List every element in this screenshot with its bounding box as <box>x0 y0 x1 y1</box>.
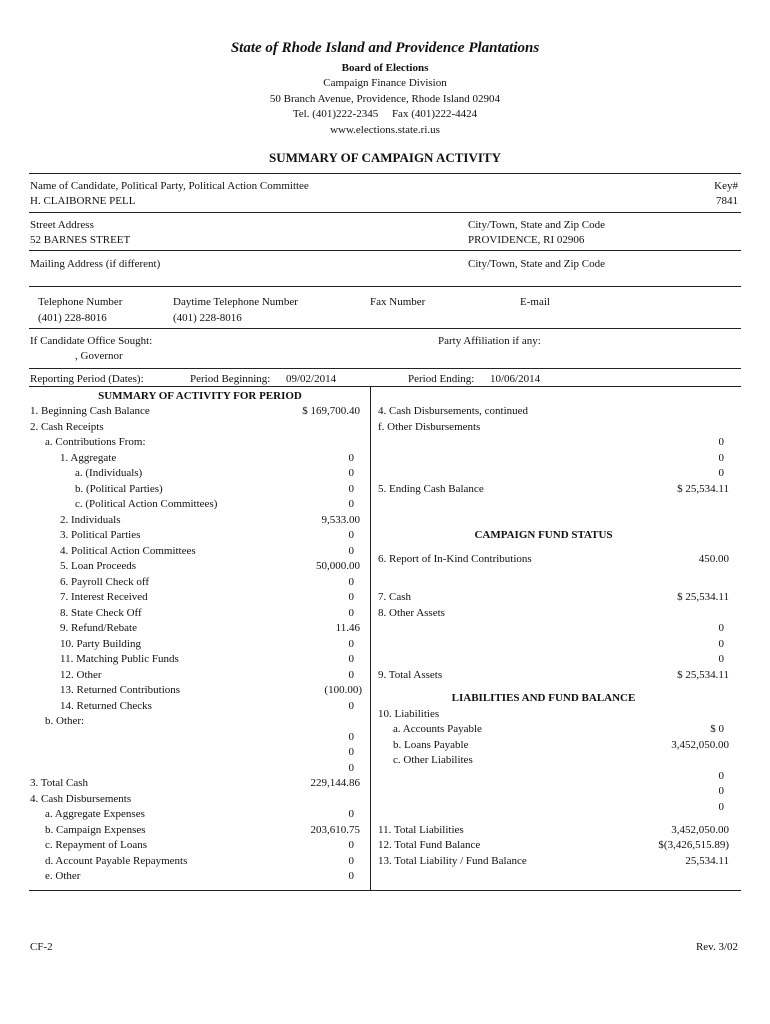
form-title: SUMMARY OF CAMPAIGN ACTIVITY <box>269 150 501 165</box>
cash-value: $ 25,534.11 <box>677 591 729 603</box>
divider <box>29 890 741 891</box>
period-beginning-label: Period Beginning: <box>190 373 271 385</box>
other-value: 0 <box>348 731 354 743</box>
column-divider <box>370 386 371 891</box>
row-value: 0 <box>348 545 354 557</box>
divider <box>29 173 741 174</box>
row-label: 1. Aggregate <box>60 452 117 464</box>
street-value: 52 BARNES STREET <box>30 234 131 246</box>
reporting-period-label: Reporting Period (Dates): <box>30 373 144 385</box>
total-liability-fund-label: 13. Total Liability / Fund Balance <box>378 855 527 867</box>
divider <box>29 286 741 287</box>
row-label: 7. Interest Received <box>60 591 148 603</box>
other-assets-value: 0 <box>718 622 724 634</box>
liabilities-label: 10. Liabilities <box>378 708 440 720</box>
revision: Rev. 3/02 <box>695 941 738 953</box>
liabilities-title: LIABILITIES AND FUND BALANCE <box>451 692 636 704</box>
row-value: 0 <box>348 576 354 588</box>
cash-label: 7. Cash <box>378 591 411 603</box>
row-label: 4. Cash Disbursements <box>30 793 132 805</box>
other-liabilities-value: 0 <box>718 785 724 797</box>
row-label: b. (Political Parties) <box>75 483 163 495</box>
row-label: b. Campaign Expenses <box>45 824 146 836</box>
total-assets-label: 9. Total Assets <box>378 669 443 681</box>
summary-section-title: SUMMARY OF ACTIVITY FOR PERIOD <box>98 390 302 402</box>
row-label: a. Contributions From: <box>45 436 146 448</box>
row-value: (100.00) <box>324 684 362 696</box>
row-value: 0 <box>348 452 354 464</box>
row-value: 203,610.75 <box>310 824 360 836</box>
telephone-value: (401) 228-8016 <box>38 312 107 324</box>
total-liabilities-label: 11. Total Liabilities <box>378 824 464 836</box>
total-cash-value: 229,144.86 <box>310 777 360 789</box>
period-beginning-value: 09/02/2014 <box>286 373 337 385</box>
mailing-city-label: City/Town, State and Zip Code <box>468 258 606 270</box>
row-value: 0 <box>348 498 354 510</box>
row-value: 0 <box>348 529 354 541</box>
daytime-telephone-label: Daytime Telephone Number <box>173 296 298 308</box>
loans-payable-value: 3,452,050.00 <box>671 739 729 751</box>
board-name: Board of Elections <box>341 62 429 74</box>
website: www.elections.state.ri.us <box>330 124 440 136</box>
row-label: 4. Political Action Committees <box>60 545 196 557</box>
row-label: 2. Individuals <box>60 514 121 526</box>
row-label: a. (Individuals) <box>75 467 143 479</box>
inkind-value: 450.00 <box>698 553 729 565</box>
row-value: 0 <box>348 808 354 820</box>
row-label: 6. Payroll Check off <box>60 576 150 588</box>
row-label: 8. State Check Off <box>60 607 142 619</box>
total-fund-balance-label: 12. Total Fund Balance <box>378 839 481 851</box>
office-sought-value: , Governor <box>75 350 123 362</box>
row-value: 0 <box>348 653 354 665</box>
other-disbursements-value: 0 <box>718 467 724 479</box>
row-label: d. Account Payable Repayments <box>45 855 188 867</box>
fund-status-title: CAMPAIGN FUND STATUS <box>474 529 613 541</box>
disbursements-continued-label: 4. Cash Disbursements, continued <box>378 405 529 417</box>
telephone-label: Telephone Number <box>38 296 123 308</box>
total-liabilities-value: 3,452,050.00 <box>671 824 729 836</box>
ending-cash-label: 5. Ending Cash Balance <box>378 483 484 495</box>
row-value: 50,000.00 <box>316 560 360 572</box>
row-value: 9,533.00 <box>321 514 360 526</box>
office-phone: Tel. (401)222-2345 Fax (401)222-4424 <box>292 108 478 120</box>
row-label: 5. Loan Proceeds <box>60 560 137 572</box>
row-label: 10. Party Building <box>60 638 141 650</box>
ending-cash-value: $ 25,534.11 <box>677 483 729 495</box>
row-label: 9. Refund/Rebate <box>60 622 137 634</box>
row-label: 13. Returned Contributions <box>60 684 181 696</box>
period-ending-value: 10/06/2014 <box>490 373 541 385</box>
row-value: 0 <box>348 607 354 619</box>
row-value: 0 <box>348 467 354 479</box>
row-value: 0 <box>348 483 354 495</box>
other-disbursements-label: f. Other Disbursements <box>378 421 481 433</box>
inkind-label: 6. Report of In-Kind Contributions <box>378 553 532 565</box>
other-disbursements-value: 0 <box>718 436 724 448</box>
total-cash-label: 3. Total Cash <box>30 777 88 789</box>
row-value: 0 <box>348 591 354 603</box>
key-value: 7841 <box>716 195 738 207</box>
office-sought-label: If Candidate Office Sought: <box>30 335 153 347</box>
total-liability-fund-value: 25,534.11 <box>685 855 729 867</box>
candidate-name: H. CLAIBORNE PELL <box>30 195 136 207</box>
row-label: 12. Other <box>60 669 102 681</box>
row-label: a. Aggregate Expenses <box>45 808 145 820</box>
divider <box>29 368 741 369</box>
other-value: 0 <box>348 746 354 758</box>
accounts-payable-value: $ 0 <box>710 723 724 735</box>
row-value: 0 <box>348 855 354 867</box>
other-assets-value: 0 <box>718 653 724 665</box>
other-liabilities-value: 0 <box>718 770 724 782</box>
other-liabilities-label: c. Other Liabilites <box>393 754 473 766</box>
row-value: 0 <box>348 870 354 882</box>
daytime-telephone-value: (401) 228-8016 <box>173 312 242 324</box>
mailing-label: Mailing Address (if different) <box>30 258 161 270</box>
state-title: State of Rhode Island and Providence Plantations <box>230 40 540 56</box>
divider <box>29 212 741 213</box>
party-affiliation-label: Party Affiliation if any: <box>438 335 541 347</box>
row-value: 0 <box>348 839 354 851</box>
row-value: 0 <box>348 669 354 681</box>
other-assets-label: 8. Other Assets <box>378 607 445 619</box>
row-label: c. Repayment of Loans <box>45 839 148 851</box>
row-label: b. Other: <box>45 715 85 727</box>
city-label: City/Town, State and Zip Code <box>468 219 606 231</box>
loans-payable-label: b. Loans Payable <box>393 739 469 751</box>
row-value: 0 <box>348 638 354 650</box>
other-value: 0 <box>348 762 354 774</box>
divider <box>29 386 741 387</box>
total-fund-balance-value: $(3,426,515.89) <box>658 839 729 851</box>
row-label: 2. Cash Receipts <box>30 421 104 433</box>
email-label: E-mail <box>520 296 550 308</box>
street-label: Street Address <box>30 219 94 231</box>
row-label: c. (Political Action Committees) <box>75 498 218 510</box>
row-label: e. Other <box>45 870 81 882</box>
row-value: 11.46 <box>335 622 360 634</box>
divider <box>29 328 741 329</box>
row-label: 1. Beginning Cash Balance <box>30 405 150 417</box>
divider <box>29 250 741 251</box>
row-label: 3. Political Parties <box>60 529 141 541</box>
accounts-payable-label: a. Accounts Payable <box>393 723 482 735</box>
other-liabilities-value: 0 <box>718 801 724 813</box>
division-name: Campaign Finance Division <box>323 77 447 89</box>
name-label: Name of Candidate, Political Party, Political Action Committee <box>30 180 309 192</box>
row-value: 0 <box>348 700 354 712</box>
period-ending-label: Period Ending: <box>408 373 475 385</box>
office-address: 50 Branch Avenue, Providence, Rhode Island 02904 <box>269 93 501 105</box>
city-value: PROVIDENCE, RI 02906 <box>468 234 585 246</box>
other-assets-value: 0 <box>718 638 724 650</box>
other-disbursements-value: 0 <box>718 452 724 464</box>
row-label: 11. Matching Public Funds <box>60 653 179 665</box>
row-value: $ 169,700.40 <box>302 405 360 417</box>
form-id: CF-2 <box>30 941 53 953</box>
fax-label: Fax Number <box>370 296 426 308</box>
total-assets-value: $ 25,534.11 <box>677 669 729 681</box>
key-label: Key# <box>714 180 738 192</box>
row-label: 14. Returned Checks <box>60 700 152 712</box>
